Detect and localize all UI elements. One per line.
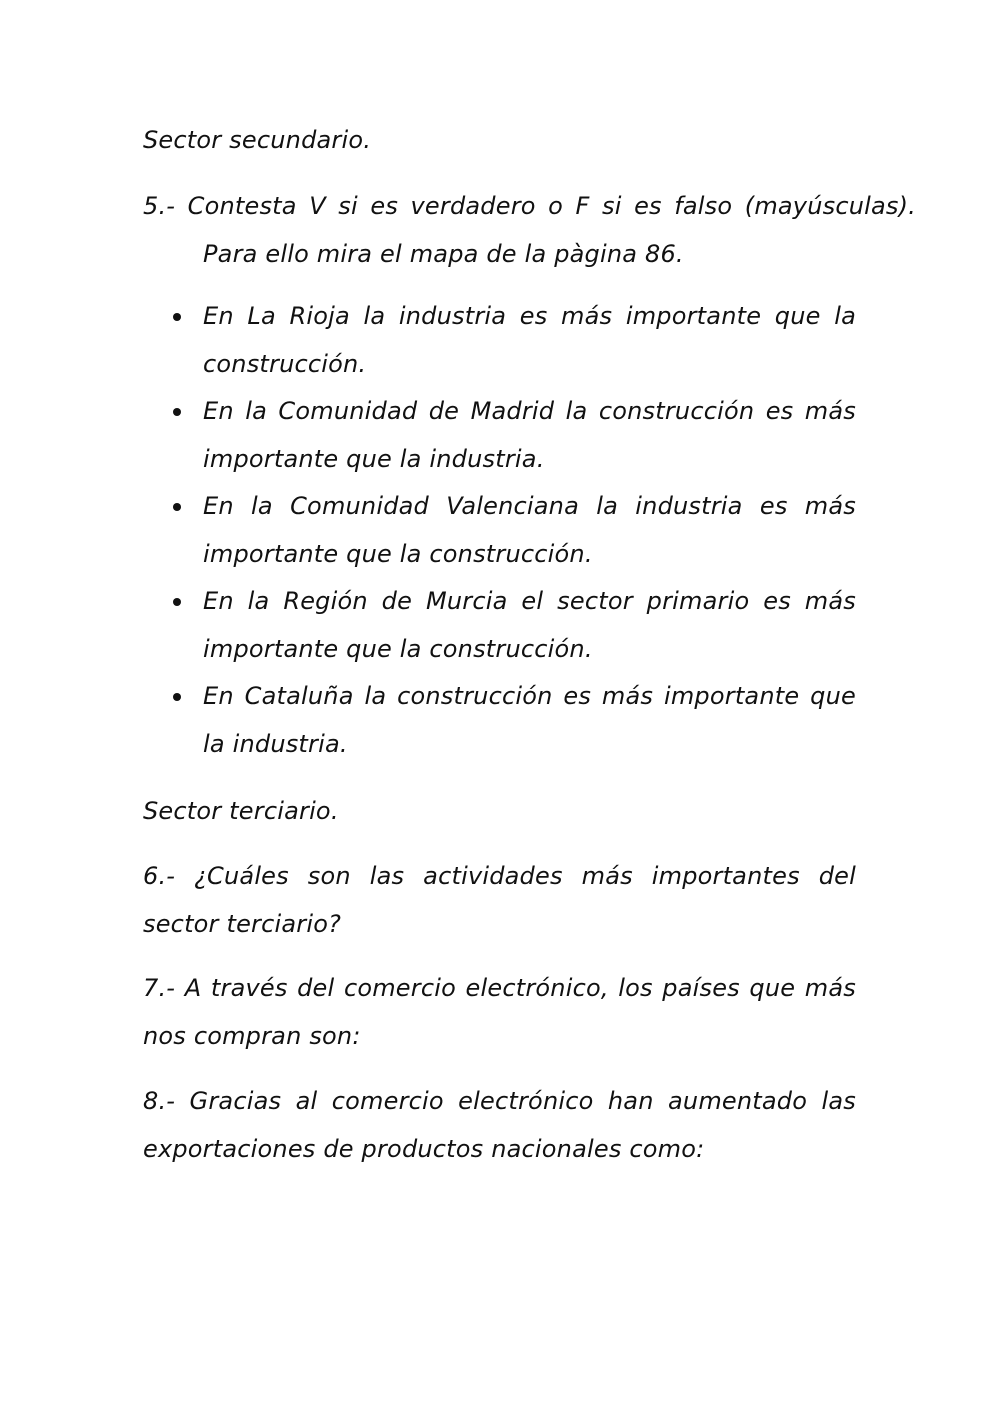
list-item xyxy=(143,293,856,388)
bullet-icon xyxy=(173,693,181,701)
question-6: 6.- ¿Cuáles son las actividades más importantes del sector terciario? xyxy=(143,862,856,938)
list-item xyxy=(143,673,856,768)
statement-text: En la Comunidad de Madrid la construcción es más importante que la industria. xyxy=(203,397,856,473)
statement-text: En La Rioja la industria es más importante que la construcción. xyxy=(203,302,856,378)
statement-text: En la Región de Murcia el sector primario es más importante que la construcción. xyxy=(203,587,856,663)
bullet-icon xyxy=(173,313,181,321)
list-item xyxy=(143,388,856,483)
question-5: 5.- Contesta V si es verdadero o F si es falso (mayúsculas). Para ello mira el mapa de la pàgina 86. xyxy=(143,192,916,268)
list-item xyxy=(143,483,856,578)
bullet-icon xyxy=(173,408,181,416)
bullet-icon xyxy=(173,503,181,511)
question-8: 8.- Gracias al comercio electrónico han aumentado las exportaciones de productos nacionales como: xyxy=(143,1087,856,1163)
statement-text: En Cataluña la construcción es más importante que la industria. xyxy=(203,682,856,758)
list-item xyxy=(143,578,856,673)
section-heading-secundario: Sector secundario. xyxy=(143,126,372,154)
question-7: 7.- A través del comercio electrónico, los países que más nos compran son: xyxy=(143,974,856,1050)
true-false-list xyxy=(143,293,856,768)
bullet-icon xyxy=(173,598,181,606)
statement-text: En la Comunidad Valenciana la industria es más importante que la construcción. xyxy=(203,492,856,568)
section-heading-terciario: Sector terciario. xyxy=(143,797,339,825)
